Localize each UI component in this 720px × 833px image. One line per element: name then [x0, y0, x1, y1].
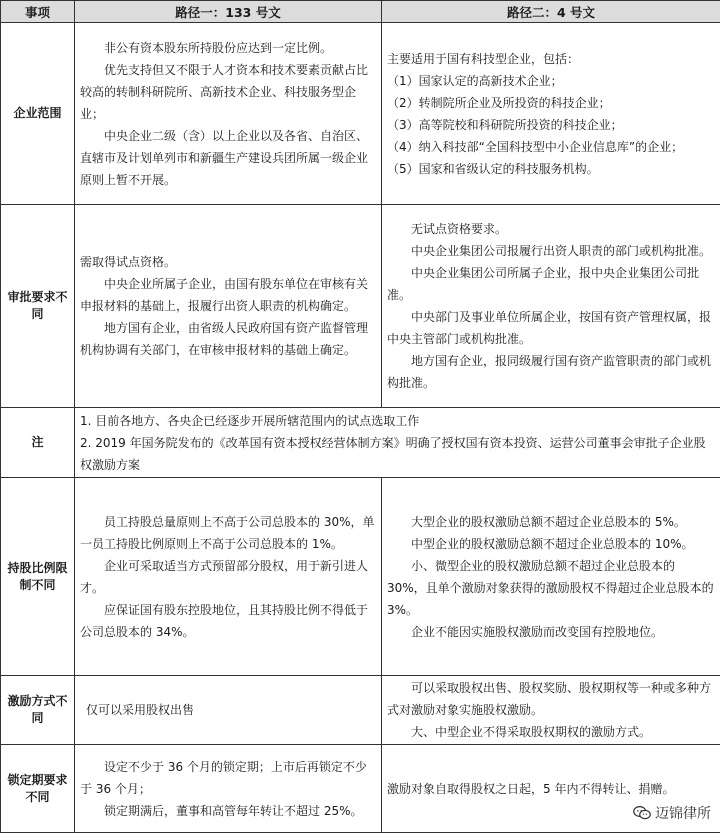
paragraph: 企业可采取适当方式预留部分股权，用于新引进人才。: [80, 555, 376, 599]
list-item: （3）高等院校和科研院所投资的科技企业；: [387, 114, 715, 136]
row-label: 审批要求不同: [1, 205, 75, 408]
row-enterprise-scope: [1, 23, 720, 205]
note-item: 1. 目前各地方、各央企已经逐步开展所辖范围内的试点选取工作: [80, 410, 715, 432]
path1-cell: [75, 676, 382, 745]
paragraph: 需取得试点资格。: [80, 251, 376, 273]
paragraph: 优先支持但又不限于人才资本和技术要素贡献占比较高的转制科研院所、高新技术企业、科技服务型企业；: [80, 59, 376, 125]
paragraph: 大、中型企业不得采取股权期权的激励方式。: [387, 721, 715, 743]
paragraph: 中央企业集团公司所属子企业，报中央企业集团公司批准。: [387, 262, 715, 306]
list-item: （2）转制院所企业及所投资的科技企业；: [387, 92, 715, 114]
paragraph: 中央企业所属子企业，由国有股东单位在审核有关申报材料的基础上，报履行出资人职责的机构确定。: [80, 273, 376, 317]
path1-cell: [75, 23, 382, 205]
paragraph: 地方国有企业，由省级人民政府国有资产监督管理机构协调有关部门，在审核申报材料的基础上确定。: [80, 317, 376, 361]
path2-cell: [382, 478, 720, 676]
row-notes: [1, 408, 720, 478]
list-item: （4）纳入科技部“全国科技型中小企业信息库”的企业；: [387, 136, 715, 158]
paragraph: 中央企业集团公司报履行出资人职责的部门或机构批准。: [387, 240, 715, 262]
paragraph: 非公有资本股东所持股份应达到一定比例。: [80, 37, 376, 59]
paragraph: 中央企业二级（含）以上企业以及各省、自治区、直辖市及计划单列市和新疆生产建设兵团所属一级企业原则上暂不开展。: [80, 125, 376, 191]
row-label: 持股比例限制不同: [1, 478, 75, 676]
path1-cell: [75, 745, 382, 833]
row-label: 注: [1, 408, 75, 478]
paragraph: 小、微型企业的股权激励总额不超过企业总股本的 30%，且单个激励对象获得的激励股权不得超过企业总股本的 3%。: [387, 555, 715, 621]
path1-cell: [75, 205, 382, 408]
paragraph: 大型企业的股权激励总额不超过企业总股本的 5%。: [387, 511, 715, 533]
notes-cell: [75, 408, 720, 478]
paragraph: 地方国有企业，报同级履行国有资产监管职责的部门或机构批准。: [387, 350, 715, 394]
wechat-icon: [633, 805, 651, 821]
list-item: （5）国家和省级认定的科技服务机构。: [387, 158, 715, 180]
paragraph: 中央部门及事业单位所属企业，按国有资产管理权属，报中央主管部门或机构批准。: [387, 306, 715, 350]
header-path-2: 路径二：4 号文: [382, 1, 720, 23]
row-lockup: [1, 745, 720, 833]
paragraph: 可以采取股权出售、股权奖励、股权期权等一种或多种方式对激励对象实施股权激励。: [387, 677, 715, 721]
row-label: 企业范围: [1, 23, 75, 205]
list-item: （1）国家认定的高新技术企业；: [387, 70, 715, 92]
row-incentive-method: [1, 676, 720, 745]
table-header-row: [1, 1, 720, 23]
watermark-text: 迈锦律所: [655, 803, 711, 823]
paragraph: 设定不少于 36 个月的锁定期；上市后再锁定不少于 36 个月；: [80, 756, 376, 800]
path2-cell: [382, 676, 720, 745]
paragraph: 企业不能因实施股权激励而改变国有控股地位。: [387, 621, 715, 643]
header-path-1: 路径一：133 号文: [75, 1, 382, 23]
paragraph: 中型企业的股权激励总额不超过企业总股本的 10%。: [387, 533, 715, 555]
row-label: 激励方式不同: [1, 676, 75, 745]
paragraph: 应保证国有股东控股地位，且其持股比例不得低于公司总股本的 34%。: [80, 599, 376, 643]
paragraph: 主要适用于国有科技型企业，包括：: [387, 48, 715, 70]
paragraph: 激励对象自取得股权之日起，5 年内不得转让、捐赠。: [387, 778, 715, 800]
paragraph: 员工持股总量原则上不高于公司总股本的 30%，单一员工持股比例原则上不高于公司总股本的 1%。: [80, 511, 376, 555]
header-item: 事项: [1, 1, 75, 23]
watermark: [630, 802, 714, 824]
note-item: 2. 2019 年国务院发布的《改革国有资本授权经营体制方案》明确了授权国有资本投资、运营公司董事会审批子企业股权激励方案: [80, 432, 715, 476]
row-label: 锁定期要求不同: [1, 745, 75, 833]
row-approval: [1, 205, 720, 408]
path2-cell: [382, 205, 720, 408]
path2-cell: [382, 23, 720, 205]
paragraph: 无试点资格要求。: [387, 218, 715, 240]
row-shareholding-limit: [1, 478, 720, 676]
path1-cell: [75, 478, 382, 676]
paragraph: 仅可以采用股权出售: [80, 699, 376, 721]
paragraph: 锁定期满后，董事和高管每年转让不超过 25%。: [80, 800, 376, 822]
